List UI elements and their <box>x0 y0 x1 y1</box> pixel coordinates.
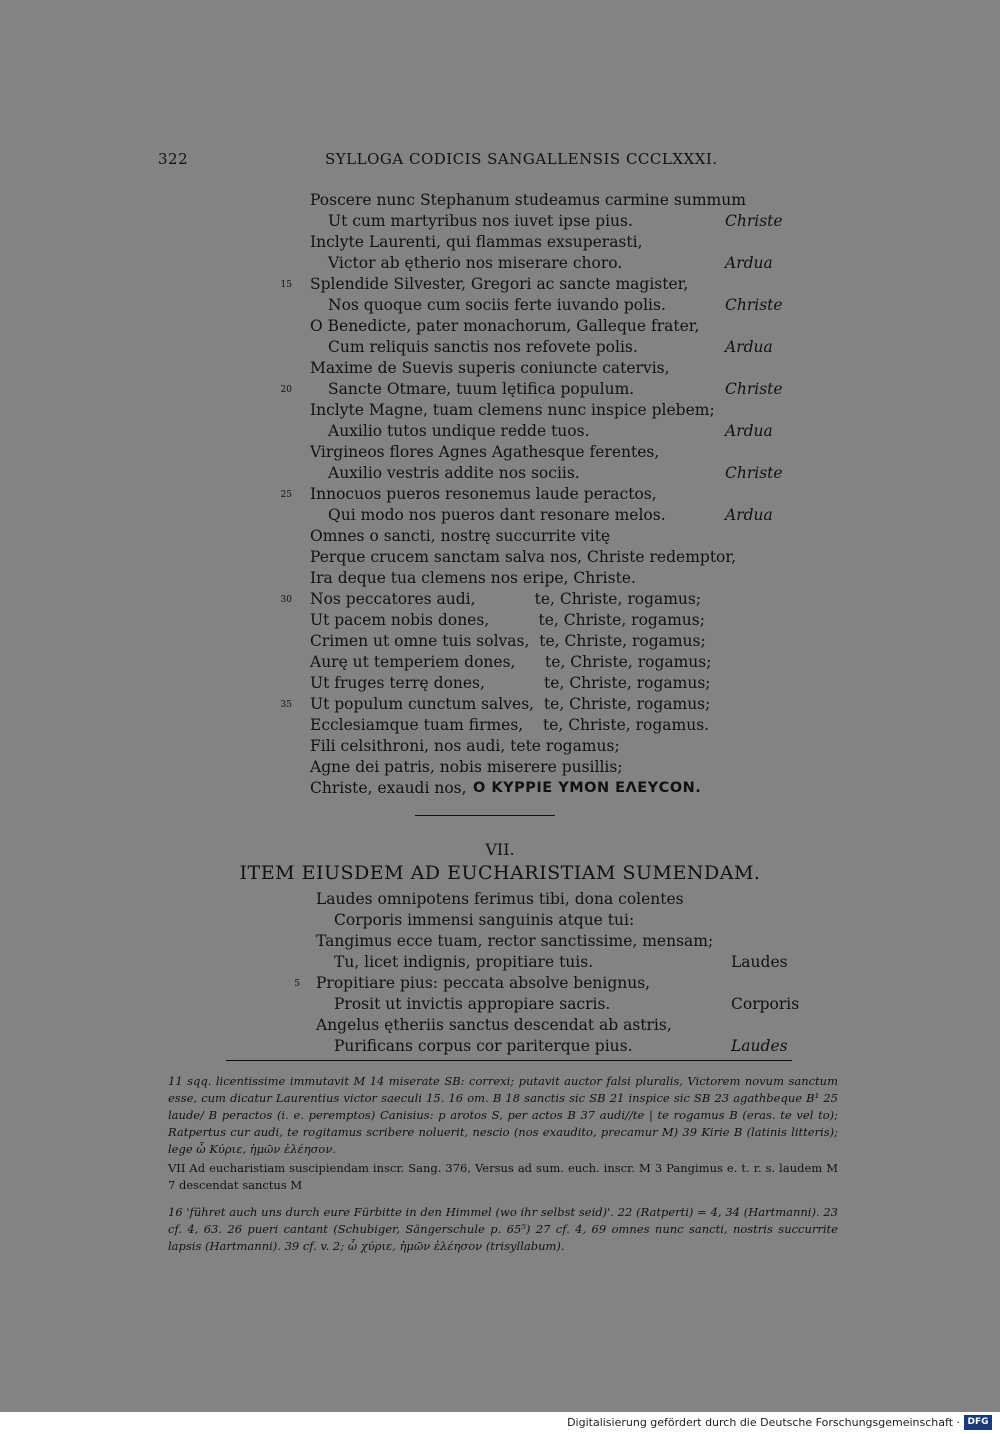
refrain-marker: Ardua <box>725 338 773 356</box>
poem-line: Perque crucem sanctam salva nos, Christe redemptor, <box>310 548 737 566</box>
poem-line: Inclyte Magne, tuam clemens nunc inspice plebem; <box>310 401 715 419</box>
line-number: 15 <box>280 280 292 290</box>
line-number: 30 <box>280 595 292 605</box>
poem-line: Victor ab ętherio nos miserare choro. <box>328 254 623 272</box>
line-number: 20 <box>280 385 292 395</box>
poem-line: Crimen ut omne tuis solvas, te, Christe, rogamus; <box>310 632 706 650</box>
footer-credit: Digitalisierung gefördert durch die Deutsche Forschungsgemeinschaft · <box>567 1416 960 1429</box>
poem-line: Ut populum cunctum salves, te, Christe, rogamus; <box>310 695 711 713</box>
poem-line: Inclyte Laurenti, qui flammas exsuperasti, <box>310 233 643 251</box>
poem-line: Maxime de Suevis superis coniuncte catervis, <box>310 359 670 377</box>
section-poem-line: Laudes omnipotens ferimus tibi, dona colentes <box>316 890 684 908</box>
poem-line: Nos quoque cum sociis ferte iuvando polis. <box>328 296 666 314</box>
section-refrain-marker: Laudes <box>731 1037 788 1055</box>
section-poem-line: Purificans corpus cor pariterque pius. <box>334 1037 633 1055</box>
section-line-number: 5 <box>294 979 300 989</box>
refrain-marker: Christe <box>725 296 783 314</box>
section-number: VII. <box>485 840 515 859</box>
commentary-note: 16 'führet auch uns durch eure Fürbitte in den Himmel (wo ihr selbst seid)'. 22 (Ratperti) = 4, 34 (Hartmanni). 23 cf. 4, 63. 26 pueri cantant (Schubiger, Sängerschule p. 65⁵) 27 cf. 4, 69 omnes nunc sancti, nostris succurrite lapsis (Hartmanni). 39 cf. v. 2; ὦ χύριε, ἡμῶν ἐλέησον (trisyllabum). <box>168 1205 838 1253</box>
refrain-marker: Christe <box>725 380 783 398</box>
section-refrain-marker: Laudes <box>731 953 788 971</box>
line-number: 25 <box>280 490 292 500</box>
section-title: ITEM EIUSDEM AD EUCHARISTIAM SUMENDAM. <box>239 862 761 884</box>
page-number: 322 <box>158 150 189 168</box>
poem-line: Virgineos flores Agnes Agathesque ferentes, <box>310 443 660 461</box>
poem-line: Agne dei patris, nobis miserere pusillis; <box>310 758 623 776</box>
poem-line: O Benedicte, pater monachorum, Galleque frater, <box>310 317 700 335</box>
section-poem-line: Prosit ut invictis appropiare sacris. <box>334 995 611 1013</box>
poem-line: Nos peccatores audi, te, Christe, rogamus; <box>310 590 702 608</box>
poem-line: Ut cum martyribus nos iuvet ipse pius. <box>328 212 633 230</box>
poem-line: Qui modo nos pueros dant resonare melos. <box>328 506 666 524</box>
section-poem-line: Propitiare pius: peccata absolve benignus, <box>316 974 651 992</box>
dfg-logo-icon: DFG <box>964 1415 992 1430</box>
poem-line: Christe, exaudi nos, <box>310 779 472 797</box>
footer-bar <box>0 1412 1000 1434</box>
refrain-marker: Ardua <box>725 506 773 524</box>
footnote-rule <box>226 1060 792 1061</box>
refrain-marker: Ardua <box>725 254 773 272</box>
poem-line: Ecclesiamque tuam firmes, te, Christe, rogamus. <box>310 716 710 734</box>
poem-line: Auxilio tutos undique redde tuos. <box>328 422 590 440</box>
poem-line: Auxilio vestris addite nos sociis. <box>328 464 580 482</box>
greek-phrase: Ο ΚΥΡΡΙΕ ΥΜΟΝ ΕΛΕΥCΟΝ. <box>473 780 702 796</box>
poem-line: Cum reliquis sanctis nos refovete polis. <box>328 338 638 356</box>
poem-line: Ira deque tua clemens nos eripe, Christe. <box>310 569 636 587</box>
section-divider <box>415 815 555 816</box>
apparatus-note: VII Ad eucharistiam suscipiendam inscr. Sang. 376, Versus ad sum. euch. inscr. M 3 Pangimus e. t. r. s. laudem M 7 descendat sanctus M <box>168 1161 838 1192</box>
poem-line: Omnes o sancti, nostrę succurrite vitę <box>310 527 611 545</box>
apparatus-note: 11 sqq. licentissime immutavit M 14 miserate SB: correxi; putavit auctor falsi pluralis, Victorem novum sanctum esse, cum dicatur Laurentius victor saeculi 15. 16 om. B 18 sanctis sic SB 21 inspice sic SB 23 agathbeque B¹ 25 laude/ B peractos (i. e. peremptos) Canisius: p arotos S, per actos B 37 audi//te | te rogamus B (eras. te vel to); Ratpertus cur audi, te rogitamus scribere noluerit, nescio (nos exaudito, precamur M) 39 Kirie B (latinis litteris); lege ὦ Κύριε, ἡμῶν ἐλέησον. <box>168 1074 838 1156</box>
section-refrain-marker: Corporis <box>731 995 800 1013</box>
poem-line: Fili celsithroni, nos audi, tete rogamus; <box>310 737 620 755</box>
running-title: SYLLOGA CODICIS SANGALLENSIS CCCLXXXI. <box>325 150 718 168</box>
refrain-marker: Ardua <box>725 422 773 440</box>
poem-line: Sancte Otmare, tuum lętifica populum. <box>328 380 635 398</box>
section-poem-line: Angelus ętheriis sanctus descendat ab astris, <box>316 1016 672 1034</box>
section-poem-line: Corporis immensi sanguinis atque tui: <box>334 911 635 929</box>
section-poem-line: Tangimus ecce tuam, rector sanctissime, mensam; <box>316 932 714 950</box>
line-number: 35 <box>280 700 292 710</box>
poem-line: Ut pacem nobis dones, te, Christe, rogamus; <box>310 611 705 629</box>
poem-line: Aurę ut temperiem dones, te, Christe, rogamus; <box>310 653 712 671</box>
poem-line: Innocuos pueros resonemus laude peractos, <box>310 485 657 503</box>
poem-line: Splendide Silvester, Gregori ac sancte magister, <box>310 275 689 293</box>
refrain-marker: Christe <box>725 212 783 230</box>
poem-line: Ut fruges terrę dones, te, Christe, rogamus; <box>310 674 711 692</box>
refrain-marker: Christe <box>725 464 783 482</box>
poem-line: Poscere nunc Stephanum studeamus carmine summum <box>310 191 746 209</box>
section-poem-line: Tu, licet indignis, propitiare tuis. <box>334 953 594 971</box>
